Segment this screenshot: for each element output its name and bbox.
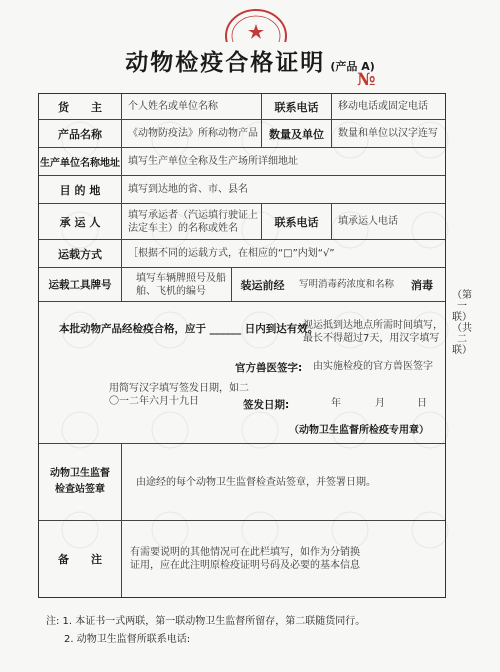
- row-owner: [39, 94, 445, 120]
- label-disinfection: 装运前经: [231, 268, 293, 301]
- label-checkpoint: [39, 444, 121, 520]
- row-producer: [39, 148, 445, 176]
- copy-indicator: （第一联）（共二联）: [452, 290, 472, 356]
- label-quantity: 数量及单位: [261, 120, 331, 147]
- label-disinfect-end: 消毒: [411, 278, 433, 292]
- label-owner-phone: 联系电话: [261, 94, 331, 119]
- row-vehicle-plate: [39, 268, 445, 302]
- label-checkpoint-line2: 检查站签章: [55, 484, 105, 495]
- field-vehicle-plate[interactable]: 填写车辆牌照号及船舶、飞机的编号: [121, 268, 231, 301]
- date-year[interactable]: 年: [331, 398, 341, 409]
- label-vehicle-plate: 运载工具牌号: [48, 279, 112, 291]
- row-checkpoint: [39, 444, 445, 521]
- vet-signature-label: 官方兽医签字:: [235, 362, 303, 374]
- row-product: [39, 120, 445, 148]
- title-text: 动物检疫合格证明: [125, 49, 326, 76]
- field-owner-phone[interactable]: 移动电话或固定电话: [331, 94, 447, 119]
- field-checkpoint[interactable]: 由途经的每个动物卫生监督检查站签章，并签署日期。: [121, 444, 447, 520]
- label-transport-mode: 运载方式: [58, 247, 102, 261]
- document-title: [0, 44, 500, 77]
- official-stamp-caption: （动物卫生监督所检疫专用章）: [289, 425, 429, 436]
- label-producer: 生产单位名称地址: [40, 158, 120, 169]
- field-destination[interactable]: 填写到达地的省、市、县名: [121, 176, 447, 203]
- field-quantity[interactable]: 数量和单位以汉字连写: [331, 120, 447, 147]
- label-product-name: 产品名称: [58, 127, 102, 141]
- label-carrier-phone: 联系电话: [261, 204, 331, 239]
- title-subtitle: (产品 A): [330, 60, 375, 73]
- issue-date-label: 签发日期:: [243, 399, 290, 411]
- certificate-form: [38, 93, 446, 598]
- field-remarks[interactable]: 有需要说明的其他情况可在此栏填写，如作为分销换证用，应在此注明原检疫证明号码及必要的基本信息: [121, 521, 447, 597]
- validity-hint[interactable]: 视运抵到达地点所需时间填写，最长不得超过7天，用汉字填写: [303, 320, 443, 344]
- field-product-name[interactable]: 《动物防疫法》所称动物产品: [121, 120, 261, 147]
- field-carrier-phone[interactable]: 填承运人电话: [331, 204, 447, 239]
- inspection-statement: [39, 302, 445, 444]
- label-destination: 目 的 地: [59, 183, 101, 197]
- vet-signature-field[interactable]: 由实施检疫的官方兽医签字: [313, 361, 433, 372]
- field-carrier[interactable]: 填写承运者（汽运填行驶证上法定车主）的名称或姓名: [121, 204, 261, 239]
- label-remarks: 备 注: [58, 553, 102, 566]
- field-transport-mode[interactable]: ［根据不同的运载方式，在相应的“□”内划“√”: [121, 240, 447, 267]
- official-seal: [222, 2, 290, 42]
- serial-number-mark: №: [357, 70, 376, 90]
- footnote-1: 注: 1. 本证书一式两联，第一联动物卫生监督所留存，第二联随货同行。: [46, 616, 366, 627]
- row-carrier: [39, 204, 445, 240]
- label-checkpoint-line1: 动物卫生监督: [50, 468, 110, 479]
- row-destination: [39, 176, 445, 204]
- validity-statement: 本批动物产品经检疫合格，应于 ______ 日内到达有效。: [59, 323, 319, 335]
- field-producer[interactable]: 填写生产单位全称及生产场所详细地址: [121, 148, 447, 175]
- row-transport-mode: [39, 240, 445, 268]
- field-owner[interactable]: 个人姓名或单位名称: [121, 94, 261, 119]
- label-owner: 货 主: [58, 100, 102, 114]
- date-month[interactable]: 月: [375, 398, 385, 409]
- footnote-2: 2. 动物卫生监督所联系电话:: [64, 634, 191, 645]
- label-carrier: 承 运 人: [59, 215, 101, 229]
- row-remarks: [39, 521, 445, 597]
- field-disinfectant[interactable]: 写明消毒药浓度和名称: [299, 279, 395, 290]
- date-day[interactable]: 日: [417, 398, 427, 409]
- issue-date-hint: 用简写汉字填写签发日期，如二〇一二年六月十九日: [109, 383, 249, 407]
